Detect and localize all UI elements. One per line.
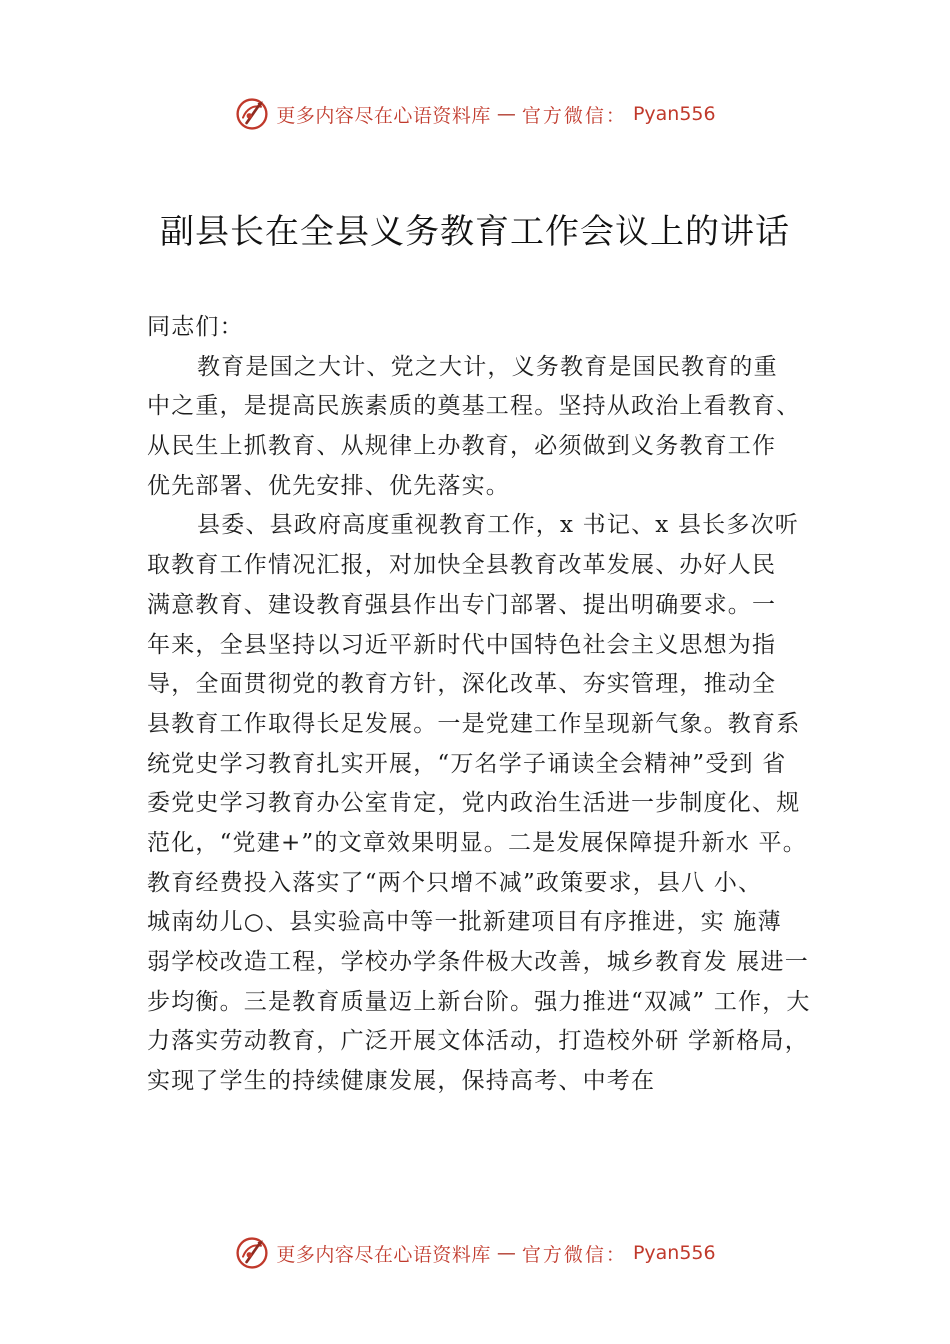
body-line: 导，全面贯彻党的教育方针，深化改革、夯实管理，推动全 bbox=[147, 671, 777, 698]
body-line: 教育经费投入落实了“两个只增不减”政策要求，县八 小、 bbox=[147, 869, 763, 896]
salutation: 同志们： bbox=[147, 314, 244, 340]
banner-wechat-label: 官方微信： bbox=[521, 104, 627, 127]
body-line: 力落实劳动教育，广泛开展文体活动，打造校外研 学新格局， bbox=[147, 1028, 809, 1055]
document-title: 副县长在全县义务教育工作会议上的讲话 bbox=[160, 212, 790, 252]
body-line: 县委、县政府高度重视教育工作，x 书记、x 县长多次听 bbox=[197, 512, 799, 539]
body-line: 统党史学习教育扎实开展，“万名学子诵读全会精神”受到 省 bbox=[147, 750, 787, 777]
banner-wechat-id: Pyan556 bbox=[632, 103, 716, 125]
body-line: 从民生上抓教育、从规律上办教育，必须做到义务教育工作 bbox=[147, 433, 777, 460]
body-line: 范化，“党建+”的文章效果明显。二是发展保障提升新水 平。 bbox=[147, 829, 807, 856]
body-line: 城南幼儿○、县实验高中等一批新建项目有序推进，实 施薄 bbox=[147, 909, 782, 936]
body-line: 教育是国之大计、党之大计，义务教育是国民教育的重 bbox=[197, 353, 778, 380]
body-line: 实现了学生的持续健康发展，保持高考、中考在 bbox=[147, 1068, 656, 1095]
body-line: 优先部署、优先安排、优先落实。 bbox=[147, 472, 510, 499]
body-line: 取教育工作情况汇报，对加快全县教育改革发展、办好人民 bbox=[147, 552, 777, 579]
logo-icon bbox=[234, 96, 270, 132]
body-line: 县教育工作取得长足发展。一是党建工作呈现新气象。教育系 bbox=[147, 710, 801, 737]
document-body bbox=[147, 308, 837, 1102]
body-line: 中之重，是提高民族素质的奠基工程。坚持从政治上看教育、 bbox=[147, 393, 801, 420]
banner-separator: — bbox=[496, 1242, 516, 1264]
logo-icon bbox=[234, 1235, 270, 1271]
footer-banner bbox=[0, 1233, 950, 1273]
body-line: 满意教育、建设教育强县作出专门部署、提出明确要求。一 bbox=[147, 591, 777, 618]
banner-wechat-label: 官方微信： bbox=[521, 1243, 627, 1266]
body-line: 弱学校改造工程，学校办学条件极大改善，城乡教育发 展进一 bbox=[147, 949, 809, 975]
banner-slogan: 更多内容尽在心语资料库 bbox=[276, 104, 491, 127]
header-banner bbox=[0, 94, 950, 134]
body-line: 年来，全县坚持以习近平新时代中国特色社会主义思想为指 bbox=[147, 631, 777, 658]
banner-slogan: 更多内容尽在心语资料库 bbox=[276, 1243, 491, 1266]
banner-separator: — bbox=[496, 103, 516, 125]
banner-wechat-id: Pyan556 bbox=[632, 1242, 716, 1264]
body-line: 委党史学习教育办公室肯定，党内政治生活进一步制度化、规 bbox=[147, 790, 801, 817]
body-line: 步均衡。三是教育质量迈上新台阶。强力推进“双减” 工作，大 bbox=[147, 988, 811, 1015]
